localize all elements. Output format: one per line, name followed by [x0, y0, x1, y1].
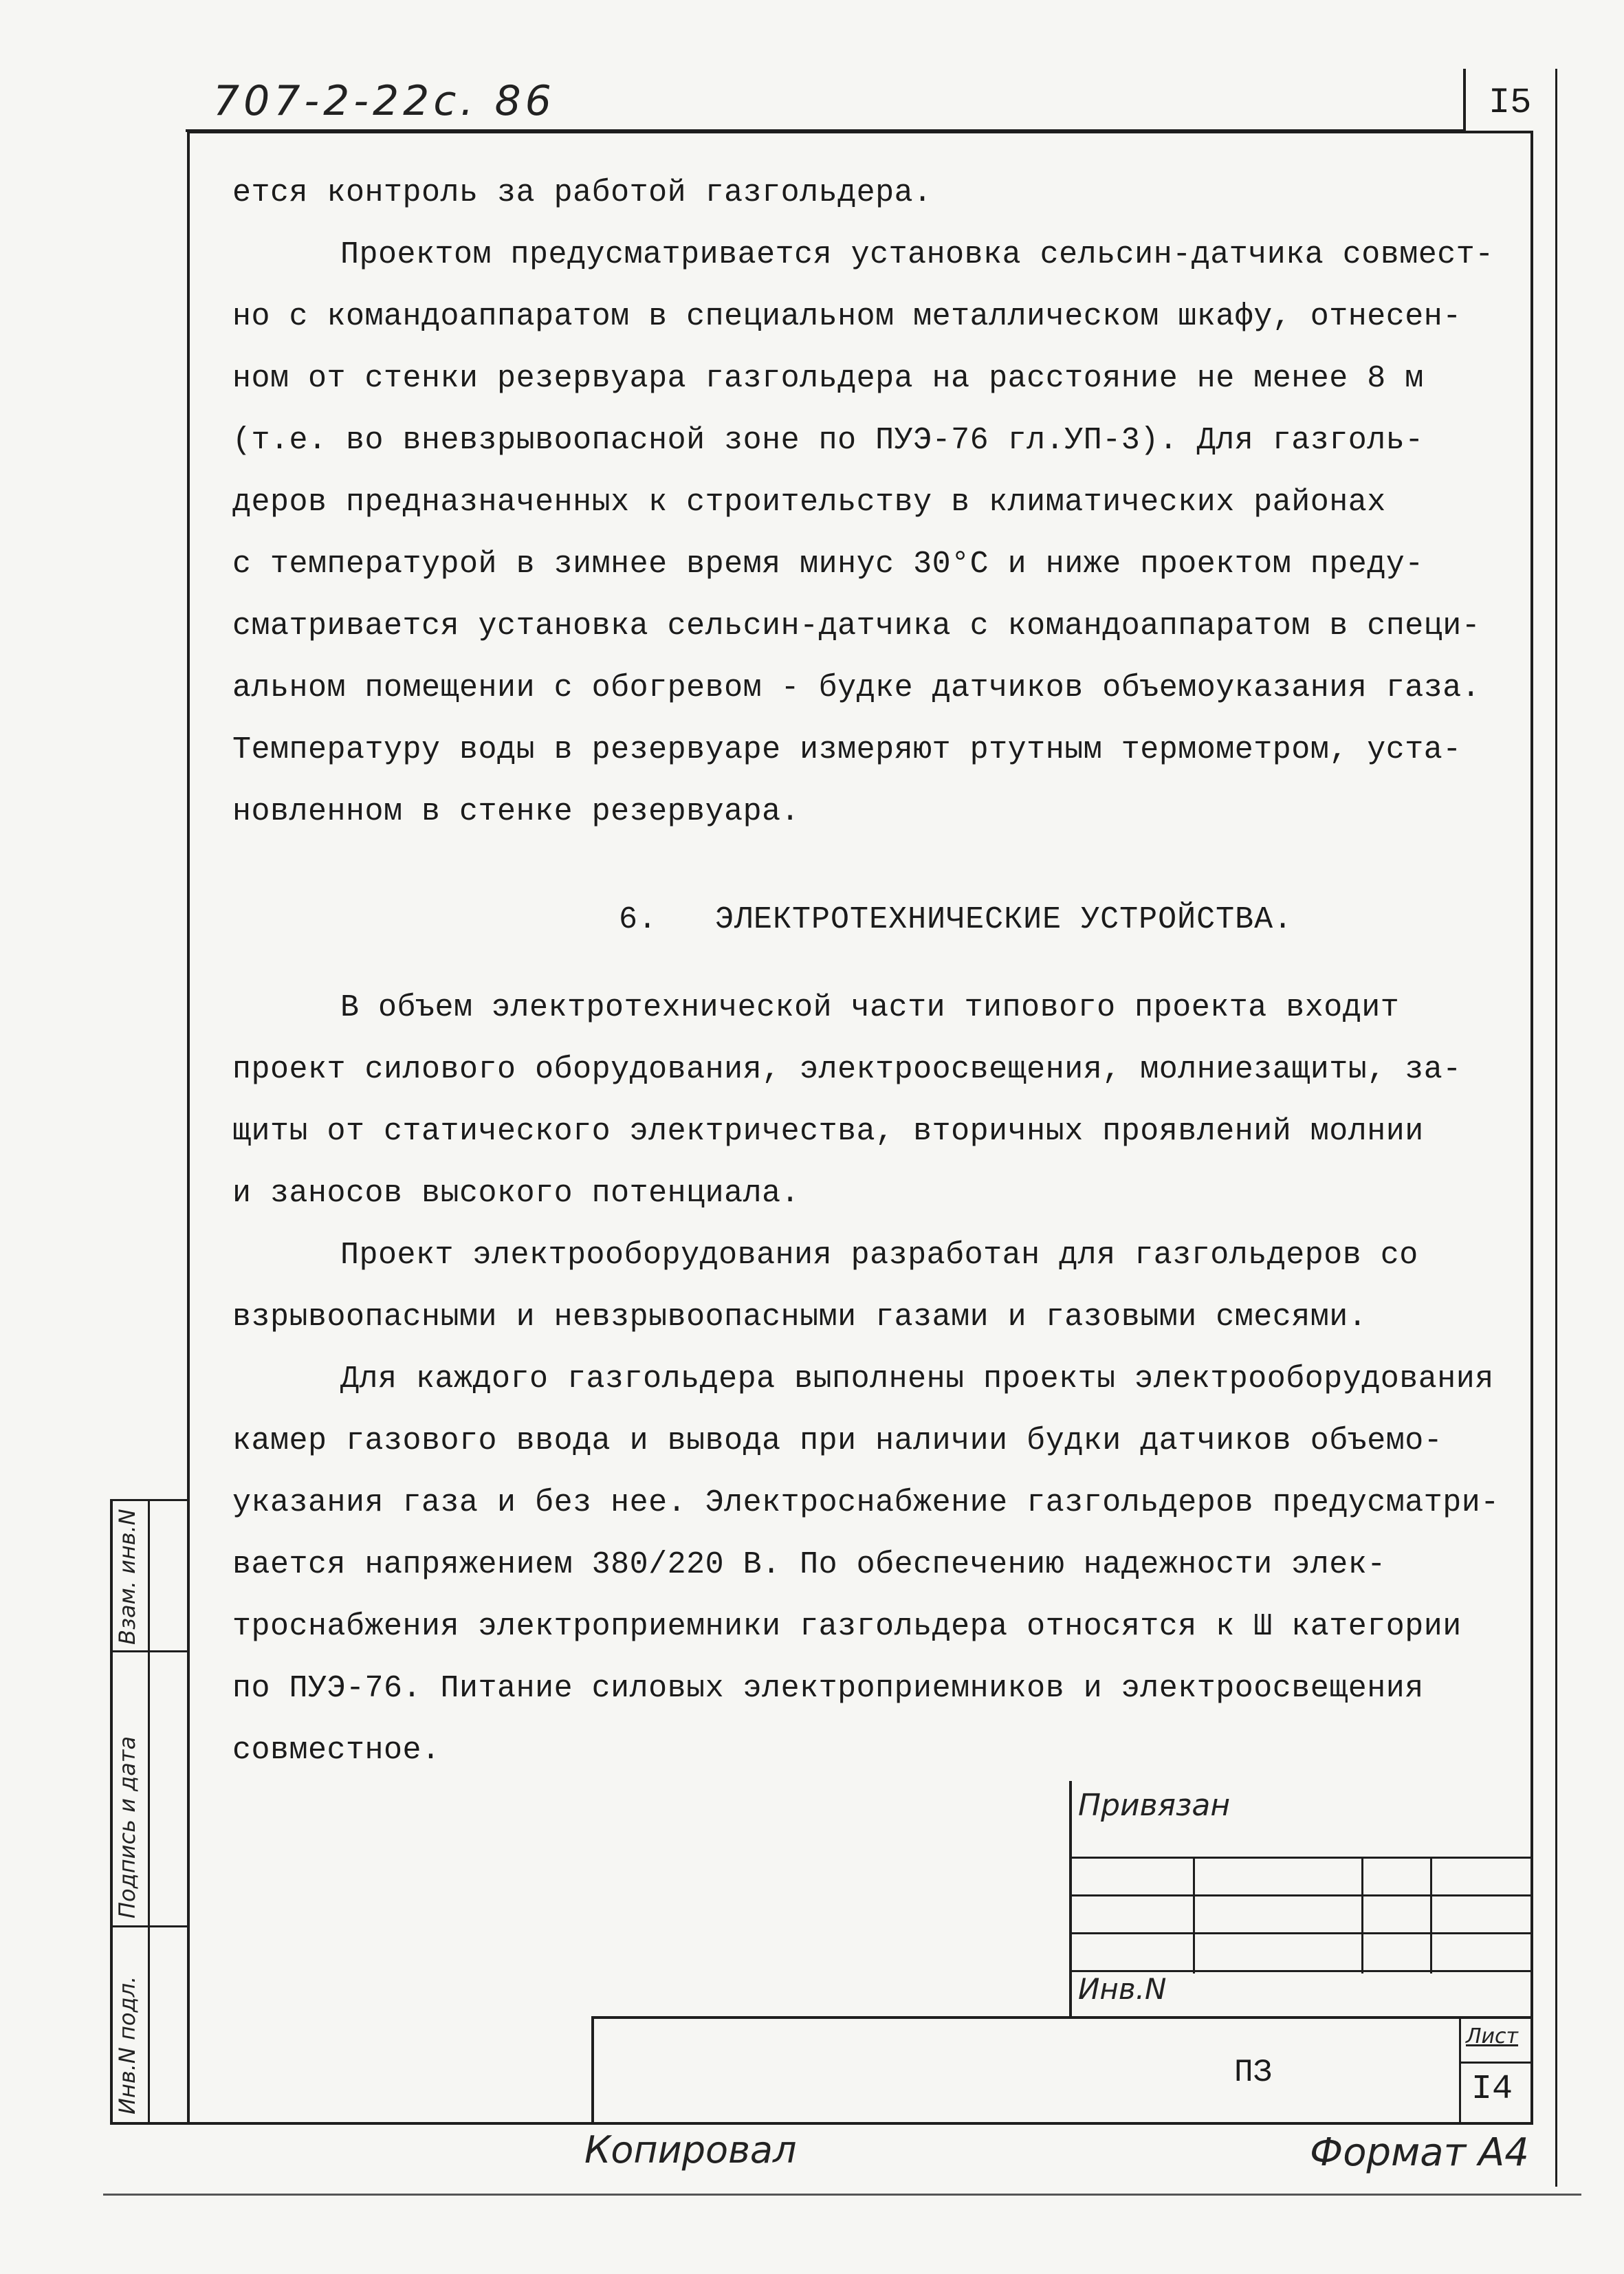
- designation: ПЗ: [1234, 2055, 1273, 2090]
- document-code: 707-2-22с. 86: [213, 77, 556, 125]
- text-line: совместное.: [232, 1733, 441, 1768]
- tb-v3: [1430, 1857, 1432, 1974]
- label-privyazan: Привязан: [1078, 1788, 1231, 1823]
- tb-h2: [1069, 1894, 1533, 1896]
- label-inv-n: Инв.N: [1078, 1972, 1167, 2006]
- stamp-divider-1: [110, 1650, 187, 1652]
- text-line: Температуру воды в резервуаре измеряют ртутным термометром, уста-: [232, 732, 1462, 767]
- text-line: сматривается установка сельсин-датчика с командоаппаратом в специ-: [232, 609, 1481, 644]
- section-title: ЭЛЕКТРОТЕХНИЧЕСКИЕ УСТРОЙСТВА.: [715, 902, 1293, 937]
- text-line: Проект электрооборудования разработан для газгольдеров со: [340, 1238, 1418, 1273]
- tb-main-top: [591, 2016, 1533, 2019]
- text-line: (т.е. во вневзрывоопасной зоне по ПУЭ-76 гл.УП-3). Для газголь-: [232, 423, 1424, 458]
- list-number: I4: [1471, 2070, 1513, 2109]
- text-line: с температурой в зимнее время минус 30°С и ниже проектом преду-: [232, 547, 1424, 582]
- text-line: троснабжения электроприемники газгольдера относятся к Ш категории: [232, 1609, 1462, 1644]
- frame-right: [1530, 131, 1533, 2125]
- text-line: проект силового оборудования, электроосвещения, молниезащиты, за-: [232, 1052, 1462, 1087]
- section-number: 6.: [619, 902, 658, 937]
- footer-format: Формат А4: [1310, 2130, 1529, 2175]
- text-line: указания газа и без нее. Электроснабжение газгольдеров предусматри-: [232, 1485, 1500, 1520]
- tb-h1: [1069, 1857, 1533, 1859]
- tb-v2: [1361, 1857, 1363, 1974]
- text-line: деров предназначенных к строительству в климатических районах: [232, 485, 1386, 520]
- stamp-divider-2: [110, 1925, 187, 1927]
- frame-right-outer: [1555, 69, 1557, 2187]
- text-line: камер газового ввода и вывода при наличии будки датчиков объемо-: [232, 1423, 1443, 1458]
- text-line: по ПУЭ-76. Питание силовых электроприемников и электроосвещения: [232, 1671, 1424, 1706]
- text-line: ется контроль за работой газгольдера.: [232, 175, 932, 210]
- tb-v1: [1193, 1857, 1195, 1974]
- text-line: и заносов высокого потенциала.: [232, 1176, 800, 1211]
- text-line: альном помещении с обогревом - будке датчиков объемоуказания газа.: [232, 670, 1481, 706]
- footer-kopiroval: Копировал: [584, 2128, 797, 2172]
- text-line: Для каждого газгольдера выполнены проекты электрооборудования: [340, 1362, 1494, 1397]
- frame-bottom: [110, 2122, 1533, 2125]
- stamp-top: [110, 1499, 187, 1501]
- text-line: ном от стенки резервуара газгольдера на расстояние не менее 8 м: [232, 361, 1424, 396]
- frame-top: [187, 131, 1533, 133]
- stamp-label-signature: Подпись и дата: [114, 1736, 140, 1918]
- page-number: I5: [1489, 83, 1532, 123]
- text-line: новленном в стенке резервуара.: [232, 794, 800, 829]
- tb-main-right-col: [1459, 2016, 1461, 2125]
- page-number-divider: [1463, 69, 1466, 132]
- page-bottom-rule: [103, 2194, 1581, 2196]
- stamp-mid-edge: [148, 1499, 150, 2125]
- stamp-left-edge: [110, 1499, 113, 2125]
- text-line: но с командоаппаратом в специальном металлическом шкафу, отнесен-: [232, 299, 1462, 334]
- text-line: вается напряжением 380/220 В. По обеспечению надежности элек-: [232, 1547, 1386, 1582]
- text-line: Проектом предусматривается установка сельсин-датчика совмест-: [340, 237, 1494, 272]
- frame-left: [187, 131, 190, 2125]
- tb-list-divider: [1459, 2062, 1533, 2064]
- stamp-label-vzam-inv: Взам. инв.N: [114, 1509, 140, 1645]
- text-line: щиты от статического электричества, вторичных проявлений молнии: [232, 1114, 1424, 1149]
- label-list: Лист: [1466, 2024, 1519, 2048]
- tb-main-left: [591, 2016, 594, 2125]
- text-line: взрывоопасными и невзрывоопасными газами и газовыми смесями.: [232, 1300, 1368, 1335]
- text-line: В объем электротехнической части типового проекта входит: [340, 990, 1400, 1025]
- tb-h3: [1069, 1932, 1533, 1934]
- stamp-label-inv-podl: Инв.N подл.: [114, 1976, 140, 2114]
- section-heading: [619, 902, 1293, 937]
- tb-upper-left: [1069, 1781, 1072, 2018]
